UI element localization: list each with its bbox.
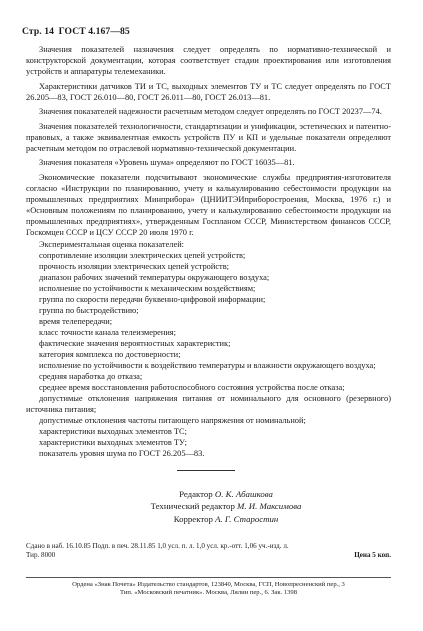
print-dates: Сдано в наб. 16.10.85 Подп. в печ. 28.11.85 1,0 усл. п. л. 1,0 усл. кр.-отт. 1,06 уч.-изд. л. xyxy=(26,542,289,550)
price: Цена 5 коп. xyxy=(354,551,391,559)
list-item: сопротивление изоляции электрических цепей устройств; xyxy=(39,250,246,260)
credit-proofreader xyxy=(96,513,356,525)
list-item: прочность изоляции электрических цепей устройств; xyxy=(39,261,229,271)
credit-role: Корректор xyxy=(173,513,213,524)
credit-role: Редактор xyxy=(179,489,213,499)
list-item: диапазон рабочих значений температуры окружающего воздуха; xyxy=(39,272,270,282)
document-body xyxy=(26,44,391,459)
credit-name: А. Г. Старостин xyxy=(215,513,279,524)
list-item: исполнение по устойчивости к воздействию температуры и влажности окружающего воздуха; xyxy=(39,360,376,370)
page-number: Стр. 14 xyxy=(22,26,55,37)
list-item: средняя наработка до отказа; xyxy=(39,371,143,381)
credit-name: О. К. Абашкова xyxy=(214,489,273,499)
evaluation-list xyxy=(26,239,391,459)
list-item: характеристики выходных элементов ТС; xyxy=(39,426,187,436)
publication-info xyxy=(26,542,391,560)
credit-role: Технический редактор xyxy=(150,501,235,512)
paragraph-sensors: Характеристики датчиков ТИ и ТС, выходных элементов ТУ и ТС следует определять по ГОСТ 26.205—83, ГОСТ 26.010—80, ГОСТ 26.011—80, ГОСТ 26.013—81. xyxy=(26,81,391,102)
list-item: показатель уровня шума по ГОСТ 26.205—83. xyxy=(39,448,205,458)
credit-technical-editor xyxy=(96,500,356,512)
separator-rule xyxy=(177,470,235,471)
list-item: группа по скорости передачи буквенно-цифровой информации; xyxy=(39,294,266,304)
list-item: допустимые отклонения частоты питающего напряжения от номинальной; xyxy=(39,415,306,425)
credit-name: М. И. Максимова xyxy=(237,501,302,512)
paragraph-economic: Экономические показатели подсчитывают экономические службы предприятия-изготовителя согласно «Инструкции по планированию, учету и калькулированию себестоимости продукции на промышленных предприятиях Минприбора» (ЦНИИТЭИприборостроения, Москва, 1976 г.) и «Основным положениям по планированию, учету и калькулированию себестоимости продукции на промышленных предприятиях», утвержденным Госпланом СССР, Министерством финансов СССР, Госкомцен СССР и ЦСУ СССР 20 июля 1970 г. xyxy=(26,172,391,237)
list-item: фактические значения вероятностных характеристик; xyxy=(39,338,231,348)
paragraph-noise: Значения показателя «Уровень шума» определяют по ГОСТ 16035—81. xyxy=(39,158,295,167)
publisher-line: Ордена «Знак Почета» Издательство стандартов, 123840, Москва, ГСП, Новопресненский пер., 3 xyxy=(72,581,345,588)
list-item: группа по быстродействию; xyxy=(39,305,139,315)
evaluation-intro: Экспериментальная оценка показателей: xyxy=(39,239,185,249)
list-item: исполнение по устойчивости к механическим воздействиям; xyxy=(39,283,256,293)
standard-code: ГОСТ 4.167—85 xyxy=(58,26,130,37)
print-run: Тир. 8000 xyxy=(26,551,56,559)
list-item: характеристики выходных элементов ТУ; xyxy=(39,437,187,447)
paragraph-technology: Значения показателей технологичности, стандартизации и унификации, эстетических и патентно-правовых, а также эквивалентная емкость устройств ПУ и КП и удельные показатели определяют расчетным методом по отраслевой нормативно-технической документации. xyxy=(26,121,391,153)
credits-block xyxy=(96,488,356,525)
credit-editor xyxy=(96,488,356,500)
page-header xyxy=(22,26,130,37)
list-item: время телепередачи; xyxy=(39,316,113,326)
paragraph-reliability: Значения показателей надежности расчетным методом следует определять по ГОСТ 20237—74. xyxy=(39,107,382,116)
print-run-row xyxy=(26,551,391,560)
list-item: среднее время восстановления работоспособного состояния устройства после отказа; xyxy=(39,382,345,392)
list-item: класс точности канала телеизмерения; xyxy=(39,327,176,337)
list-item: категория комплекса по достоверности; xyxy=(39,349,181,359)
list-item: допустимые отклонения напряжения питания от номинального для основного (резервного) источника питания; xyxy=(26,393,391,414)
printer-line: Тип. «Московский печатник». Москва, Лялин пер., 6. Зак. 1398 xyxy=(119,589,298,597)
footer-rule xyxy=(26,577,391,578)
publisher-info xyxy=(26,581,391,598)
paragraph-purpose: Значения показателей назначения следует определять по нормативно-технической и конструкторской документации, которая соответствует стадии проектирования или изготовления устройств и аппаратуры телемеханики. xyxy=(26,45,391,76)
